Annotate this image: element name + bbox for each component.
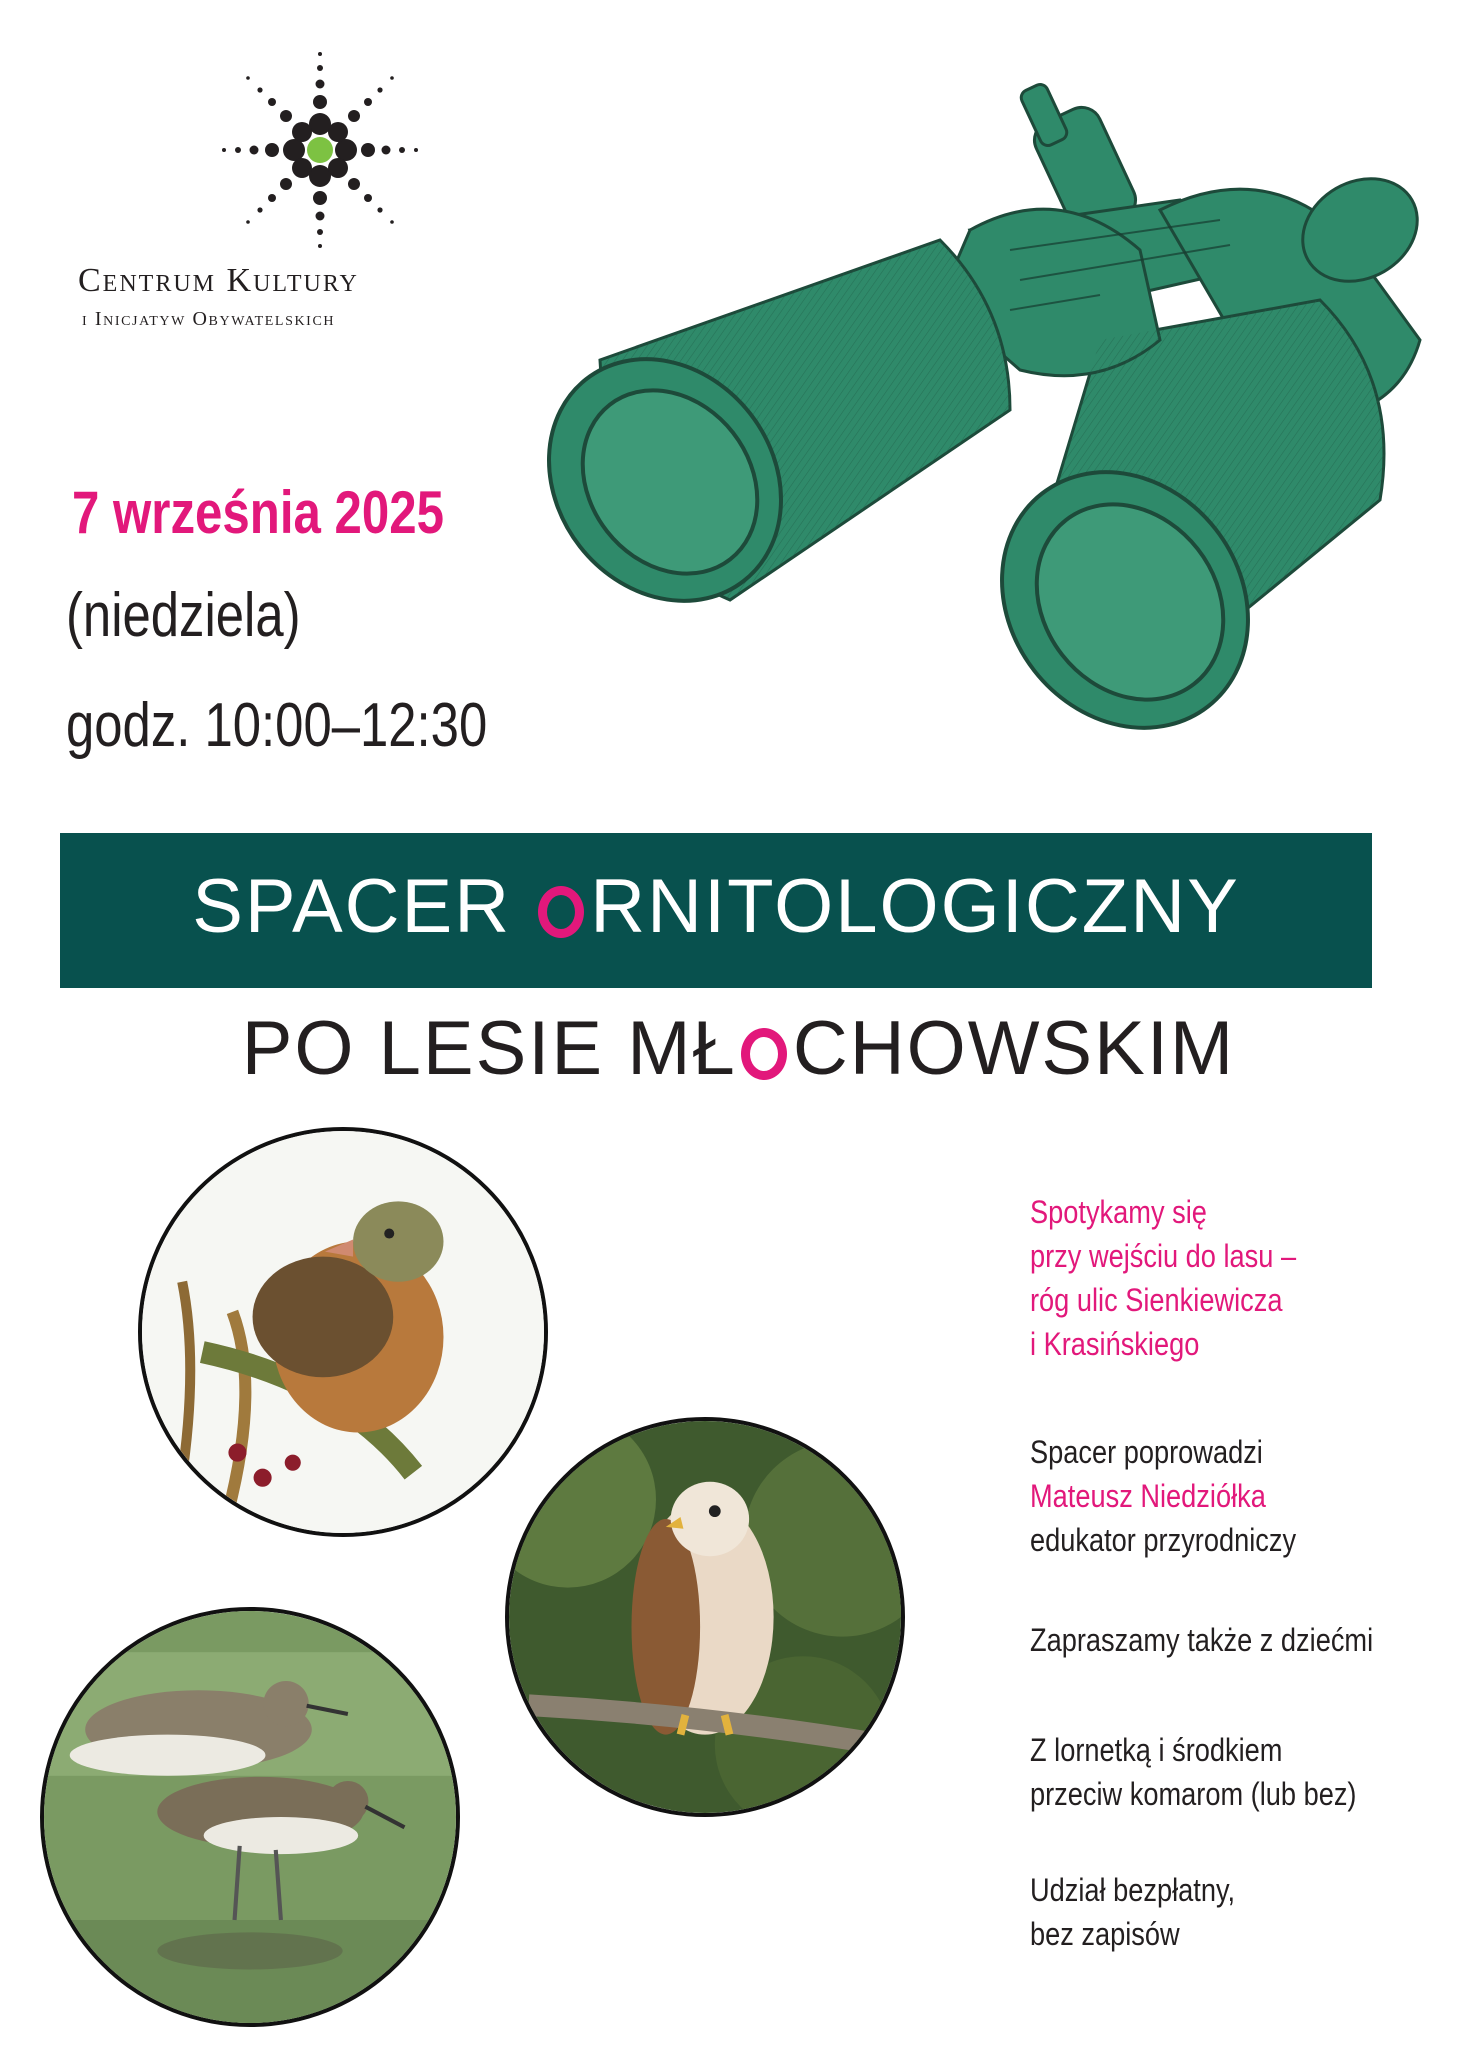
starburst-dots-icon bbox=[210, 50, 430, 270]
event-date: 7 września 2025 bbox=[72, 479, 444, 546]
free-line: Udział bezpłatny, bbox=[1030, 1872, 1236, 1908]
meeting-line: Spotykamy się bbox=[1030, 1194, 1207, 1230]
meeting-point bbox=[1030, 1190, 1387, 1366]
bunting-image bbox=[142, 1131, 544, 1533]
bring-line: przeciw komarom (lub bez) bbox=[1030, 1776, 1357, 1812]
photo-buzzard bbox=[505, 1417, 905, 1817]
pink-o-letter bbox=[538, 886, 584, 938]
guide-info bbox=[1030, 1430, 1387, 1562]
binoculars-icon bbox=[540, 80, 1440, 810]
title-line-1-start: SPACER bbox=[192, 864, 535, 949]
title-banner bbox=[60, 833, 1372, 988]
free-line: bez zapisów bbox=[1030, 1916, 1180, 1952]
kids-line: Zapraszamy także z dziećmi bbox=[1030, 1622, 1374, 1658]
pink-o-letter bbox=[741, 1028, 787, 1080]
logo-title: Centrum Kultury bbox=[78, 262, 359, 299]
guide-name: Mateusz Niedziółka bbox=[1030, 1478, 1266, 1514]
title-line-1-end: RNITOLOGICZNY bbox=[590, 864, 1240, 949]
free-info bbox=[1030, 1868, 1387, 1956]
bring-info bbox=[1030, 1728, 1387, 1816]
photo-bunting bbox=[138, 1127, 548, 1537]
meeting-line: róg ulic Sienkiewicza bbox=[1030, 1282, 1283, 1318]
meeting-line: przy wejściu do lasu – bbox=[1030, 1238, 1297, 1274]
sandpipers-image bbox=[44, 1611, 456, 2023]
photo-sandpipers bbox=[40, 1607, 460, 2027]
guide-role: edukator przyrodniczy bbox=[1030, 1522, 1297, 1558]
meeting-line: i Krasińskiego bbox=[1030, 1326, 1200, 1362]
organizer-logo bbox=[60, 50, 480, 340]
title-line-1 bbox=[60, 863, 1372, 950]
title-line-2 bbox=[0, 1005, 1477, 1092]
logo-subtitle: i Inicjatyw Obywatelskich bbox=[82, 308, 336, 330]
guide-intro: Spacer poprowadzi bbox=[1030, 1434, 1263, 1470]
buzzard-image bbox=[509, 1421, 901, 1813]
bring-line: Z lornetką i środkiem bbox=[1030, 1732, 1283, 1768]
event-day: (niedziela) bbox=[66, 581, 301, 650]
title-line-2-end: CHOWSKIM bbox=[792, 1006, 1236, 1091]
event-hours: godz. 10:00–12:30 bbox=[66, 691, 488, 760]
kids-info bbox=[1030, 1618, 1387, 1662]
title-line-2-start: PO LESIE MŁ bbox=[241, 1006, 737, 1091]
